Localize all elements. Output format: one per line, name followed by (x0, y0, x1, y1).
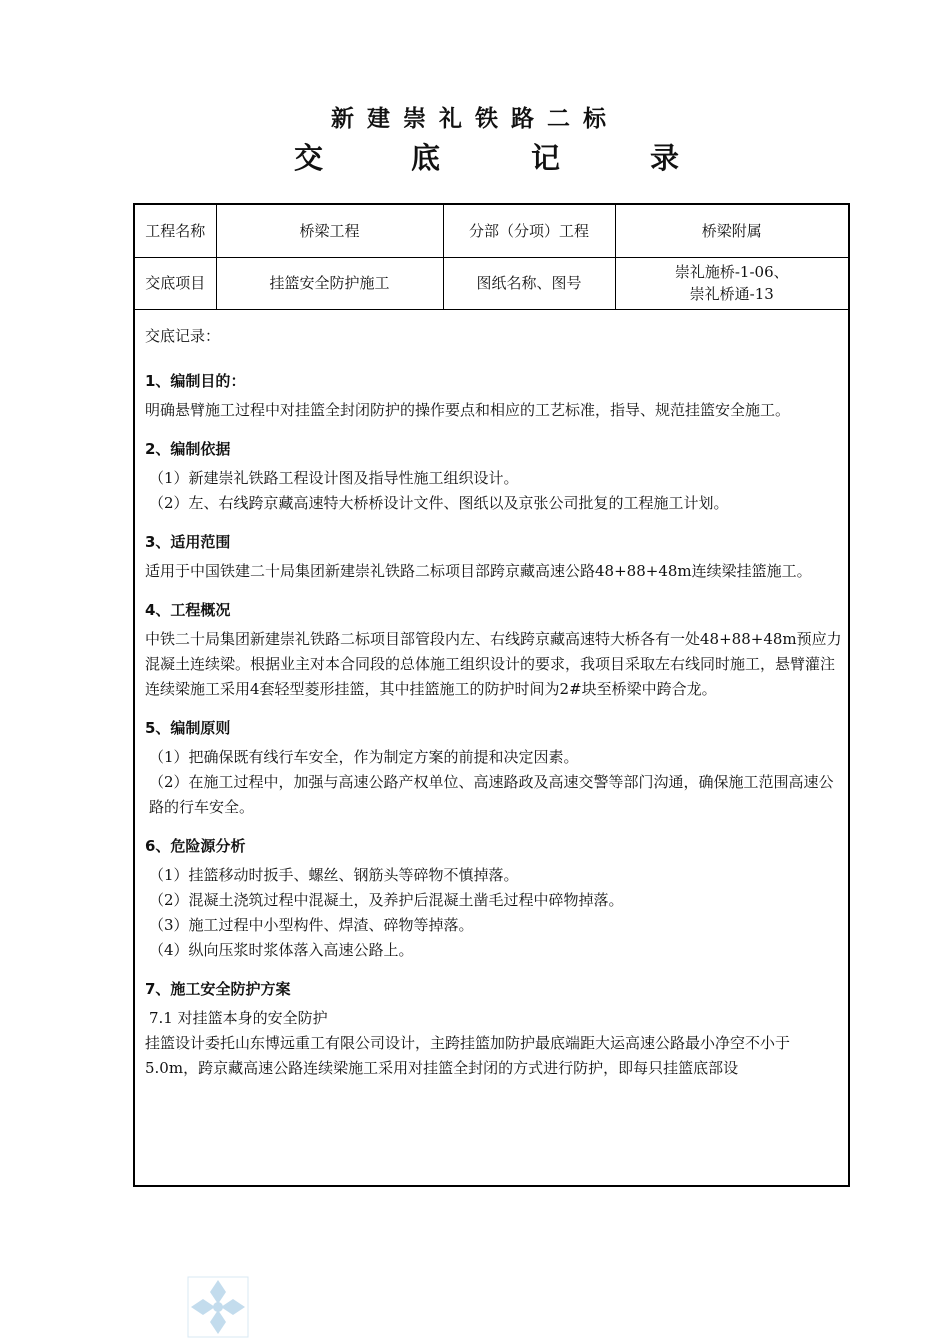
project-name-label: 工程名称 (135, 205, 216, 257)
section-7-text: 挂篮设计委托山东博远重工有限公司设计，主跨挂篮加防护最底端距大运高速公路最小净空不小于5.0m，跨京藏高速公路连续梁施工采用对挂篮全封闭的方式进行防护，即每只挂篮底部设 (145, 1033, 791, 1077)
record-frame (133, 203, 850, 1187)
section-4-title: 4、工程概况 (145, 600, 231, 619)
section-3-text: 适用于中国铁建二十局集团新建崇礼铁路二标项目部跨京藏高速公路48+88+48m连续梁挂篮施工。 (145, 561, 812, 580)
section-6-item: （1）挂篮移动时扳手、螺丝、钢筋头等碎物不慎掉落。 (149, 865, 519, 884)
drawing-value-line2: 崇礼桥通-13 (689, 285, 774, 303)
section-7-subtitle: 7.1 对挂篮本身的安全防护 (149, 1008, 328, 1027)
section-2-item: （1）新建崇礼铁路工程设计图及指导性施工组织设计。 (149, 468, 519, 487)
project-name-value: 桥梁工程 (216, 205, 443, 257)
section-6-title: 6、危险源分析 (145, 836, 246, 855)
subtitle-char-2: 底 (411, 141, 441, 175)
info-row-item (135, 257, 848, 309)
subtitle-char-3: 记 (531, 141, 561, 175)
section-6-item: （3）施工过程中小型构件、焊渣、碎物等掉落。 (149, 915, 474, 934)
watermark-logo-icon (187, 1276, 249, 1338)
briefing-item-label: 交底项目 (135, 257, 216, 309)
info-row-project (135, 205, 848, 257)
section-6-item: （4）纵向压浆时浆体落入高速公路上。 (149, 940, 414, 959)
subtitle-char-4: 录 (650, 141, 680, 175)
info-table (135, 205, 848, 310)
subproject-value: 桥梁附属 (615, 205, 848, 257)
section-5-title: 5、编制原则 (145, 718, 231, 737)
document-subtitle (0, 136, 950, 180)
record-content (135, 310, 848, 1081)
section-6-item: （2）混凝土浇筑过程中混凝土，及养护后混凝土凿毛过程中碎物掉落。 (149, 890, 624, 909)
section-3-title: 3、适用范围 (145, 532, 231, 551)
section-5-item: （1）把确保既有线行车安全，作为制定方案的前提和决定因素。 (149, 747, 579, 766)
section-5-item: （2）在施工过程中，加强与高速公路产权单位、高速路政及高速交警等部门沟通，确保施工范围高速公路的行车安全。 (149, 772, 834, 816)
briefing-item-value: 挂篮安全防护施工 (216, 257, 443, 309)
drawing-label: 图纸名称、图号 (443, 257, 615, 309)
document-title: 新建崇礼铁路二标 (331, 105, 619, 132)
drawing-value (615, 257, 848, 309)
section-1-text: 明确悬臂施工过程中对挂篮全封闭防护的操作要点和相应的工艺标准，指导、规范挂篮安全施工。 (145, 400, 791, 419)
section-2-item: （2）左、右线跨京藏高速特大桥桥设计文件、图纸以及京张公司批复的工程施工计划。 (149, 493, 729, 512)
section-4-text: 中铁二十局集团新建崇礼铁路二标项目部管段内左、右线跨京藏高速特大桥各有一处48+88+48m预应力混凝土连续梁。根据业主对本合同段的总体施工组织设计的要求，我项目采取左右线同时施工，悬臂灌注连续梁施工采用4套轻型菱形挂篮，其中挂篮施工的防护时间为2#块至桥梁中跨合龙。 (145, 629, 842, 698)
section-7-title: 7、施工安全防护方案 (145, 979, 291, 998)
section-1-title: 1、编制目的： (145, 371, 246, 390)
section-2-title: 2、编制依据 (145, 439, 231, 458)
drawing-value-line1: 崇礼施桥-1-06、 (674, 263, 789, 281)
record-lead: 交底记录： (145, 326, 221, 345)
subtitle-char-1: 交 (294, 141, 324, 175)
subproject-label: 分部（分项）工程 (443, 205, 615, 257)
